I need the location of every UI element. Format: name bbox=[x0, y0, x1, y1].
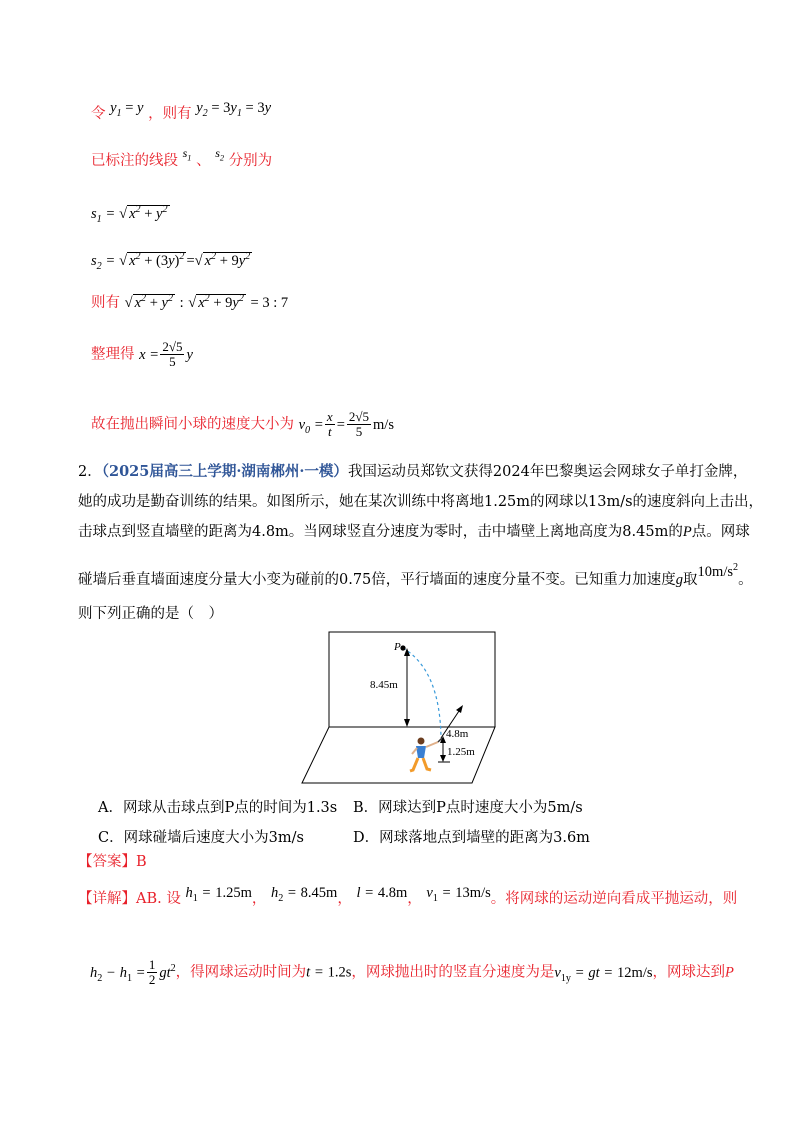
equation: $h_2 - h_1$ = $\frac{1}{2}$ $gt^2$ bbox=[90, 957, 176, 987]
wall-outline bbox=[329, 632, 495, 727]
equation: x = $\frac{2√5}{5}$ y bbox=[139, 339, 193, 369]
explanation-text: ，网球达到 bbox=[652, 964, 725, 981]
derivation-text: 令 bbox=[91, 106, 106, 122]
tennis-wall-figure bbox=[300, 630, 504, 785]
label-distance-48: 4.8m bbox=[446, 728, 469, 740]
question-text: 她的成功是勤奋训练的结果。如图所示，她在某次训练中将离地1.25m的网球以13m/s的速度斜向上击出， bbox=[78, 494, 764, 510]
point-p-dot bbox=[400, 645, 405, 650]
arrow-head bbox=[456, 705, 463, 713]
question-text: 。 bbox=[738, 571, 753, 588]
equation: t = 1.2s bbox=[306, 964, 352, 981]
equation: $v_0$ = $\frac{x}{t}$ = $\frac{2√5}{5}$ m/s bbox=[298, 409, 394, 439]
derivation-text: 分别为 bbox=[228, 153, 273, 169]
point-label: P bbox=[725, 964, 734, 981]
derivation-line-2 bbox=[91, 146, 273, 176]
question-line-5 bbox=[78, 604, 223, 624]
equation: $v_1 = 13m/s$ bbox=[426, 885, 491, 904]
equation: √ $x^2 + y^2$ : √ $x^2 + 9y^2 = 3$ : 7 bbox=[124, 293, 289, 311]
label-height-845: 8.45m bbox=[370, 679, 398, 691]
question-line-4 bbox=[78, 562, 753, 590]
explanation-text: ，得网球运动时间为 bbox=[175, 964, 307, 981]
derivation-line-8 bbox=[91, 410, 394, 440]
question-line-2 bbox=[78, 492, 763, 512]
equation: s2 bbox=[215, 146, 225, 163]
explanation-text: ，网球抛出时的竖直分速度为是 bbox=[351, 964, 555, 981]
option-b: B．网球达到P点时速度大小为5m/s bbox=[353, 800, 583, 816]
derivation-text: ，则有 bbox=[148, 106, 192, 122]
question-text: 碰墙后垂直墙面速度分量大小变为碰前的0.75倍，平行墙面的速度分量不变。已知重力加速度 bbox=[78, 571, 676, 588]
label-height-125: 1.25m bbox=[447, 746, 475, 758]
label-p: P bbox=[394, 641, 401, 653]
explanation-line-1: 【详解】AB. 设 $h_1 = 1.25m$， $h_2 = 8.45m$， l = 4.8m， $v_1 = 13m/s$。将网球的运动逆向看成平抛运动，则 bbox=[78, 885, 738, 907]
option-a: A．网球从击球点到P点的时间为1.3s bbox=[98, 800, 338, 816]
question-number: 2． bbox=[78, 464, 102, 480]
question-text: 则下列正确的是（ ） bbox=[78, 606, 223, 622]
derivation-text: 、 bbox=[196, 153, 211, 169]
option-c: C．网球碰墙后速度大小为3m/s bbox=[98, 830, 304, 846]
explanation-text: 【详解】AB. 设 bbox=[78, 891, 181, 907]
answer-line: 【答案】B bbox=[78, 854, 147, 870]
equation-s2: $s_2$ = √ $x^2 + (3y)^2$ =√ $x^2 + 9y^2$ bbox=[91, 251, 251, 272]
arrow-head bbox=[440, 755, 446, 762]
equation: l = 4.8m bbox=[356, 885, 408, 901]
equation: $y_1 = y$ bbox=[110, 100, 144, 119]
question-text: 点。网球 bbox=[691, 524, 750, 540]
derivation-text: 整理得 bbox=[91, 346, 135, 363]
derivation-line-6 bbox=[91, 289, 288, 313]
option-d: D．网球落地点到墙壁的距离为3.6m bbox=[353, 830, 590, 846]
explanation-line-2 bbox=[90, 958, 734, 988]
derivation-line-1 bbox=[91, 100, 272, 130]
question-text: 击球点到竖直墙壁的距离为4.8m。当网球竖直分速度为零时，击中墙壁上离地高度为8.45m的 bbox=[78, 524, 683, 540]
trajectory-curve bbox=[403, 648, 441, 738]
arrow-head bbox=[404, 719, 410, 727]
equation: s1 bbox=[182, 146, 192, 163]
derivation-text: 已标注的线段 bbox=[91, 153, 178, 169]
tennis-player-icon bbox=[410, 738, 442, 772]
equation-s1: $s_1$ = √ $x^2 + y^2$ bbox=[91, 204, 168, 225]
question-text: 我国运动员郑钦文获得2024年巴黎奥运会网球女子单打金牌， bbox=[347, 464, 748, 480]
derivation-text: 故在抛出瞬间小球的速度大小为 bbox=[91, 416, 294, 433]
equation: $y_2 = 3y_1 = 3y$ bbox=[196, 100, 272, 119]
equation: $h_1 = 1.25m$ bbox=[185, 885, 252, 904]
explanation-text: 。将网球的运动逆向看成平抛运动，则 bbox=[490, 891, 738, 907]
question-line-3 bbox=[78, 522, 750, 542]
gravity-symbol: g bbox=[675, 571, 684, 588]
question-text: 取 bbox=[683, 571, 698, 588]
point-label: P bbox=[682, 524, 692, 540]
derivation-line-7 bbox=[91, 340, 193, 369]
derivation-text: 则有 bbox=[91, 294, 120, 311]
equation: $h_2 = 8.45m$ bbox=[270, 885, 338, 904]
equation: $v_{1y}$ = gt = 12m/s bbox=[554, 964, 653, 984]
gravity-value: $10m/s^2$ bbox=[697, 562, 739, 580]
question-source: （2025届高三上学期·湖南郴州·一模） bbox=[101, 463, 348, 480]
question-line-1 bbox=[78, 462, 747, 482]
